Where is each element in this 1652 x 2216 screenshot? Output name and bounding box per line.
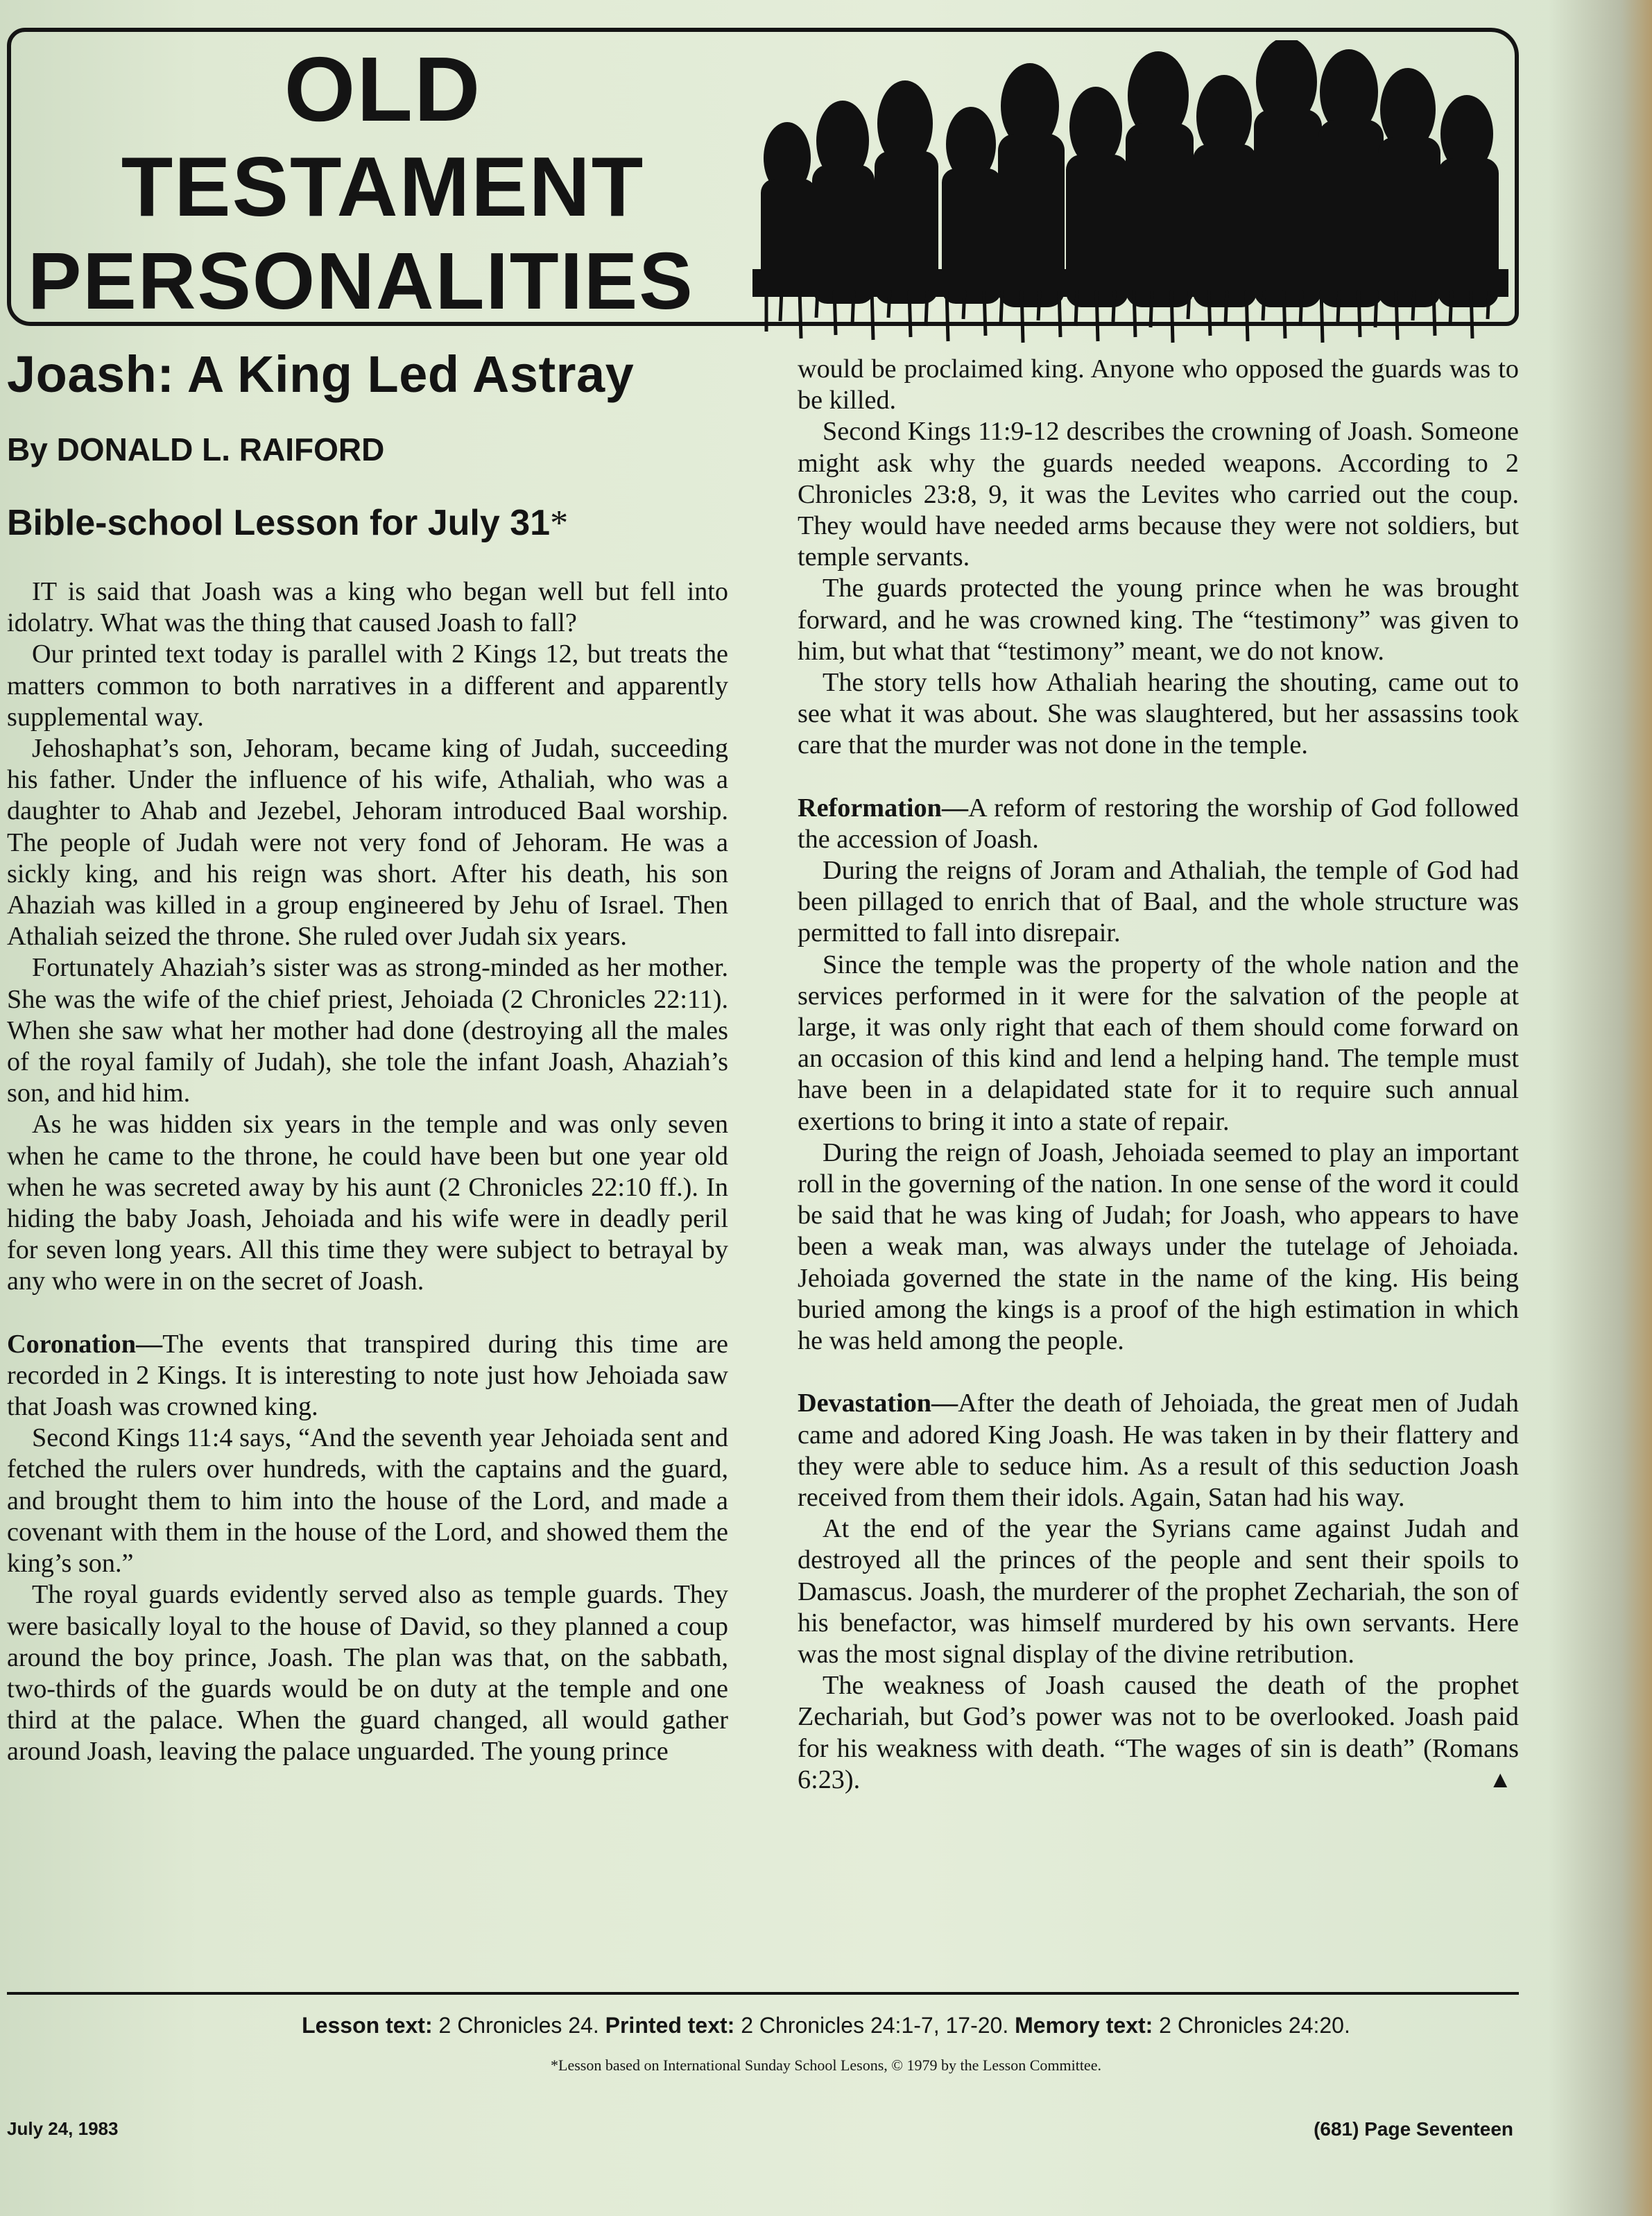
paragraph: would be proclaimed king. Anyone who opposed the guards was to be killed. — [798, 354, 1519, 415]
section-heading-reformation: Reformation— — [798, 793, 969, 823]
left-column — [7, 345, 728, 1768]
paragraph: Jehoshaphat’s son, Jehoram, became king of Judah, succeeding his father. Under the influence of his wife, Athaliah, who was a daughter to Ahab and Jezebel, Jehoram introduced Baal worship. The people of Judah were not very fond of Jehoram. He was a sickly king, and his reign was short. After his death, his son Ahaziah was killed in a group engineered by Jehu of Israel. Then Athaliah seized the throne. She ruled over Judah six years. — [7, 734, 728, 952]
paragraph: Second Kings 11:4 says, “And the seventh year Jehoiada sent and fetched the rulers over hundreds, with the captains and the guard, and brought them to him into the house of the Lord, and made a covenant with them in the house of the Lord, and showed them the king’s son.” — [7, 1423, 728, 1579]
banner-line-3: PERSONALITIES — [28, 236, 694, 326]
paragraph — [798, 1670, 1519, 1796]
footnote: *Lesson based on International Sunday School Lesons, © 1979 by the Lesson Committee. — [551, 2056, 1101, 2074]
paragraph: The story tells how Athaliah hearing the shouting, came out to see what it was about. She was slaughtered, but her assassins took care that the murder was not done in the temple. — [798, 668, 1519, 760]
lesson-references — [0, 2011, 1652, 2039]
paragraph: At the end of the year the Syrians came against Judah and destroyed all the princes of the people and sent their spoils to Damascus. Joash, the murderer of the prophet Zechariah, the son of his benefactor, was himself murdered by his own servants. Here was the most signal display of the divine retribution. — [798, 1514, 1519, 1669]
byline: By DONALD L. RAIFORD — [7, 431, 385, 467]
paragraph: The guards protected the young prince when he was brought forward, and he was crowned king. The “testimony” was given to him, but what that “testimony” meant, we do not know. — [798, 574, 1519, 666]
section-heading-devastation: Devastation— — [798, 1389, 958, 1418]
lesson-text-label: Lesson text: — [302, 2013, 433, 2038]
lesson-heading-text: Bible-school Lesson for July 31 — [7, 503, 551, 543]
paragraph-text: The events that transpired during this time are recorded in 2 Kings. It is interesting to note just how Jehoiada saw that Joash was crowned king. — [7, 1329, 728, 1422]
section-coronation — [7, 1329, 728, 1423]
end-triangle-icon: ▲ — [1488, 1767, 1512, 1793]
paragraph: The royal guards evidently served also as temple guards. They were basically loyal to the house of David, so they planned a coup around the boy prince, Joash. The plan was that, on the sabbath, two-thirds of the guards would be on duty at the temple and one third at the palace. When the guard changed, all would gather around Joash, leaving the palace unguarded. The young prince — [7, 1580, 728, 1767]
paragraph-text: After the death of Jehoiada, the great men of Judah came and adored King Joash. He was taken in by their flattery and they were able to seduce him. As a result of this seduction Joash received from them their idols. Again, Satan had his way. — [798, 1389, 1519, 1512]
paragraph: Fortunately Ahaziah’s sister was as strong-minded as her mother. She was the wife of the chief priest, Jehoiada (2 Chronicles 22:11). When she saw what her mother had done (destroying all the males of the royal family of Judah), she tole the infant Joash, Ahaziah’s son, and hid him. — [7, 953, 728, 1108]
crowd-silhouette-illustration — [746, 40, 1515, 345]
section-reformation — [798, 793, 1519, 855]
paragraph: IT is said that Joash was a king who began well but fell into idolatry. What was the thing that caused Joash to fall? — [7, 577, 728, 638]
issue-date: July 24, 1983 — [7, 2118, 119, 2139]
memory-text-label: Memory text: — [1015, 2013, 1153, 2038]
paragraph-text: A reform of restoring the worship of God followed the accession of Joash. — [798, 793, 1519, 854]
right-column — [798, 354, 1519, 1796]
lesson-heading — [7, 502, 728, 544]
paragraph: Second Kings 11:9-12 describes the crowning of Joash. Someone might ask why the guards needed weapons. According to 2 Chronicles 23:8, 9, it was the Levites who carried out the coup. They would have needed arms because they were not soldiers, but temple servants. — [798, 417, 1519, 572]
paragraph: As he was hidden six years in the temple and was only seven when he came to the throne, he could have been but one year old when he was secreted away by his aunt (2 Chronicles 22:10 ff.). In hiding the baby Joash, Jehoiada and his wife were in deadly peril for seven long years. All this time they were subject to betrayal by any who were in on the secret of Joash. — [7, 1110, 728, 1296]
paragraph-text: The weakness of Joash caused the death of the prophet Zechariah, but God’s power was not to be overlooked. Joash paid for his weakness with death. “The wages of sin is death” (Romans 6:23). — [798, 1671, 1519, 1794]
paragraph: During the reign of Joash, Jehoiada seemed to play an important roll in the governing of the nation. In one sense of the word it could be said that he was king of Judah; for Joash, who appears to have been a weak man, was always under the tutelage of Jehoiada. Jehoiada governed the state in the name of the king. His being buried among the kings is a proof of the high estimation in which he was held among the people. — [798, 1137, 1519, 1356]
footer-divider — [7, 1992, 1519, 1995]
paragraph: During the reigns of Joram and Athaliah, the temple of God had been pillaged to enrich that of Baal, and the whole structure was permitted to fall into disrepair. — [798, 856, 1519, 948]
banner-title — [15, 40, 750, 327]
paragraph: Our printed text today is parallel with 2 Kings 12, but treats the matters common to both narratives in a different and apparently supplemental way. — [7, 639, 728, 732]
printed-text-label: Printed text: — [605, 2013, 735, 2038]
section-devastation — [798, 1388, 1519, 1513]
lesson-asterisk: * — [550, 504, 569, 543]
paragraph: Since the temple was the property of the whole nation and the services performed in it were for the salvation of the people at large, it was only right that each of them should come forward on an occasion of this kind and lend a helping hand. The temple must have been in a delapidated state for it to require such annual exertions to bring it into a state of repair. — [798, 950, 1519, 1136]
banner-line-1: OLD — [284, 38, 482, 140]
memory-text-value: 2 Chronicles 24:20. — [1159, 2013, 1350, 2038]
page-number: (681) Page Seventeen — [1314, 2118, 1513, 2140]
lesson-text-value: 2 Chronicles 24. — [438, 2013, 599, 2038]
section-heading-coronation: Coronation— — [7, 1329, 163, 1359]
article-title: Joash: A King Led Astray — [7, 345, 635, 403]
banner-line-2: TESTAMENT — [121, 139, 645, 234]
printed-text-value: 2 Chronicles 24:1-7, 17-20. — [741, 2013, 1009, 2038]
